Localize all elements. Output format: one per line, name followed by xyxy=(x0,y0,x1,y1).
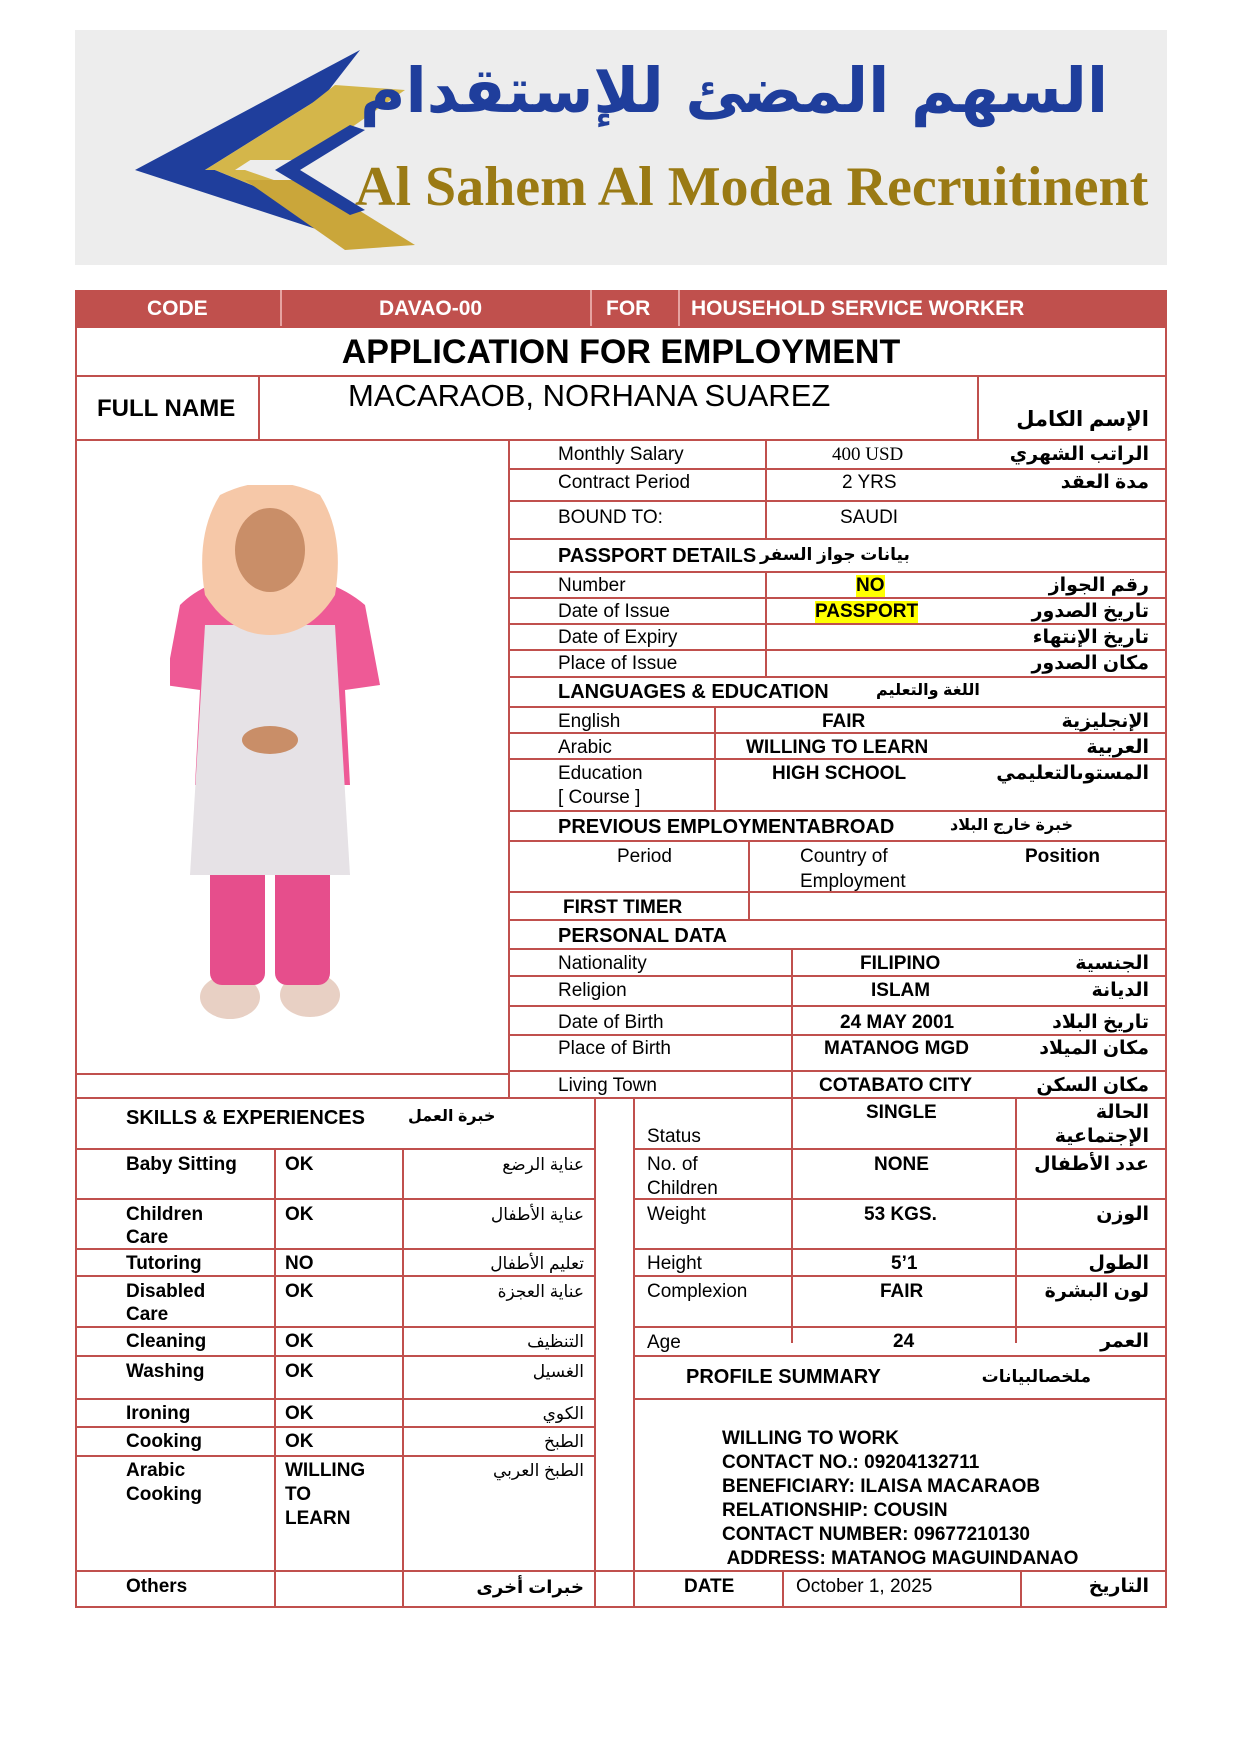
contract-value: 400 USD xyxy=(832,444,904,465)
for-label: FOR xyxy=(606,297,651,320)
languages-heading-arabic: اللغة والتعليم xyxy=(876,682,980,699)
skill-value: OK xyxy=(285,1204,314,1225)
language-label: Arabic xyxy=(558,737,612,758)
passport-value: PASSPORT xyxy=(815,601,919,622)
personal-label: Nationality xyxy=(558,953,647,974)
personal-value: 24 MAY 2001 xyxy=(840,1012,955,1033)
logo-english-text: Al Sahem Al Modea Recruitinent xyxy=(355,156,1149,218)
passport-arabic: رقم الجواز xyxy=(1048,575,1149,596)
detail-label: Complexion xyxy=(647,1281,748,1302)
detail-value: FAIR xyxy=(880,1281,924,1302)
education-arabic: المستوىالتعليمي xyxy=(996,763,1149,784)
personal-value: FILIPINO xyxy=(860,953,941,974)
language-label: English xyxy=(558,711,621,732)
personal-arabic: الجنسية xyxy=(1075,953,1149,974)
personal-arabic: مكان الميلاد xyxy=(1039,1038,1149,1059)
detail-label: No. of xyxy=(647,1154,698,1175)
period-header: Period xyxy=(617,846,672,867)
passport-label: Place of Issue xyxy=(558,653,678,674)
for-value: HOUSEHOLD SERVICE WORKER xyxy=(691,297,1025,320)
status-label: Status xyxy=(647,1126,701,1147)
skill-value: OK xyxy=(285,1281,314,1302)
personal-value: ISLAM xyxy=(871,980,931,1001)
detail-value: 5’1 xyxy=(891,1253,918,1274)
detail-value: 53 KGS. xyxy=(864,1204,937,1225)
skill-value: OK xyxy=(285,1331,314,1352)
detail-arabic: لون البشرة xyxy=(1044,1281,1149,1302)
contract-value: 2 YRS xyxy=(842,472,897,493)
skill-label: Washing xyxy=(126,1361,205,1382)
personal-label: Religion xyxy=(558,980,627,1001)
skill-value: NO xyxy=(285,1253,314,1274)
skill-label: Baby Sitting xyxy=(126,1154,237,1175)
skill-arabic: عناية الرضع xyxy=(502,1155,584,1174)
status-arabic-line2: الإجتماعية xyxy=(1054,1126,1149,1147)
applicant-photo xyxy=(170,485,390,1040)
detail-value: 24 xyxy=(893,1331,915,1352)
skills-heading-arabic: خبرة العمل xyxy=(408,1108,496,1125)
contract-label: Monthly Salary xyxy=(558,444,684,465)
country-header: Country of xyxy=(800,846,888,867)
skill-value: OK xyxy=(285,1154,314,1175)
skill-label: Children xyxy=(126,1204,204,1225)
passport-arabic: مكان الصدور xyxy=(1031,653,1149,674)
profile-line: ADDRESS: MATANOG MAGUINDANAO xyxy=(722,1548,1079,1569)
profile-line: WILLING TO WORK xyxy=(722,1428,899,1449)
previous-heading: PREVIOUS EMPLOYMENTABROAD xyxy=(558,816,895,838)
detail-arabic: العمر xyxy=(1100,1331,1149,1352)
skill-arabic: عناية الأطفال xyxy=(490,1205,584,1224)
skill-label-line2: Cooking xyxy=(126,1484,202,1505)
skill-value: OK xyxy=(285,1361,314,1382)
skill-value: OK xyxy=(285,1431,314,1452)
skill-value-line2: TO xyxy=(285,1484,312,1505)
skill-label: Cooking xyxy=(126,1431,202,1452)
education-label: Education xyxy=(558,763,643,784)
language-value: FAIR xyxy=(822,711,866,732)
education-value: HIGH SCHOOL xyxy=(772,763,907,784)
skills-heading: SKILLS & EXPERIENCES xyxy=(126,1107,365,1129)
language-value: WILLING TO LEARN xyxy=(746,737,929,758)
education-course-label: [ Course ] xyxy=(558,787,641,808)
contract-value: SAUDI xyxy=(840,507,899,528)
passport-value: NO xyxy=(856,575,885,596)
personal-label: Living Town xyxy=(558,1075,657,1096)
detail-label: Age xyxy=(647,1332,681,1353)
detail-arabic: عدد الأطفال xyxy=(1034,1154,1149,1175)
skill-label-line2: Care xyxy=(126,1227,169,1248)
contract-arabic: مدة العقد xyxy=(1060,472,1149,493)
contract-arabic: الراتب الشهري xyxy=(1009,444,1149,465)
passport-arabic: تاريخ الصدور xyxy=(1031,601,1149,622)
skill-arabic: الغسيل xyxy=(532,1362,584,1381)
languages-heading: LANGUAGES & EDUCATION xyxy=(558,681,829,703)
detail-label: Height xyxy=(647,1253,702,1274)
detail-value: NONE xyxy=(874,1154,929,1175)
skill-label: Cleaning xyxy=(126,1331,207,1352)
personal-value: COTABATO CITY xyxy=(819,1075,973,1096)
full-name-arabic: الإسم الكامل xyxy=(1016,408,1149,431)
country-header-line2: Employment xyxy=(800,871,906,892)
skill-label: Ironing xyxy=(126,1403,191,1424)
skill-arabic: التنظيف xyxy=(527,1332,584,1351)
skill-label: Disabled xyxy=(126,1281,206,1302)
skill-value: WILLING xyxy=(285,1460,366,1481)
passport-arabic: تاريخ الإنتهاء xyxy=(1032,627,1149,648)
detail-label: Weight xyxy=(647,1204,706,1225)
profile-line: CONTACT NUMBER: 09677210130 xyxy=(722,1524,1030,1545)
contract-label: Contract Period xyxy=(558,472,691,493)
full-name-value: MACARAOB, NORHANA SUAREZ xyxy=(348,378,831,413)
passport-label: Date of Expiry xyxy=(558,627,678,648)
contract-label: BOUND TO: xyxy=(558,507,663,528)
skill-label: Arabic xyxy=(126,1460,186,1481)
personal-arabic: الديانة xyxy=(1091,980,1149,1001)
status-value: SINGLE xyxy=(866,1102,937,1123)
skill-arabic: الطبخ xyxy=(544,1432,584,1451)
skill-label: Others xyxy=(126,1576,188,1597)
code-label: CODE xyxy=(147,297,208,320)
skill-arabic: تعليم الأطفال xyxy=(490,1254,584,1273)
profile-heading: PROFILE SUMMARY xyxy=(686,1366,881,1388)
page-title: APPLICATION FOR EMPLOYMENT xyxy=(341,333,901,371)
detail-arabic: الوزن xyxy=(1096,1204,1149,1225)
language-arabic: العربية xyxy=(1086,737,1149,758)
passport-label: Number xyxy=(558,575,626,596)
status-arabic: الحالة xyxy=(1095,1102,1149,1123)
skill-label-line2: Care xyxy=(126,1304,169,1325)
detail-label-line2: Children xyxy=(647,1178,718,1199)
date-label: DATE xyxy=(684,1576,735,1597)
profile-line: RELATIONSHIP: COUSIN xyxy=(722,1500,948,1521)
skill-arabic: عناية العجزة xyxy=(497,1282,584,1301)
personal-label: Place of Birth xyxy=(558,1038,671,1059)
first-timer: FIRST TIMER xyxy=(563,897,683,918)
personal-value: MATANOG MGD xyxy=(824,1038,969,1059)
skill-arabic: خبرات أخرى xyxy=(476,1577,584,1597)
skill-label: Tutoring xyxy=(126,1253,202,1274)
personal-arabic: تاريخ البلاد xyxy=(1052,1012,1149,1033)
passport-heading-arabic: بيانات جواز السفر xyxy=(760,545,910,564)
code-value: DAVAO-00 xyxy=(379,297,483,320)
skill-arabic: الكوي xyxy=(542,1404,584,1423)
skill-value: OK xyxy=(285,1403,314,1424)
profile-line: CONTACT NO.: 09204132711 xyxy=(722,1452,980,1473)
logo-arabic-text: السهم المضئ للإستقدام xyxy=(360,54,1109,127)
date-value: October 1, 2025 xyxy=(796,1576,933,1597)
profile-heading-arabic: ملخصالبيانات xyxy=(981,1367,1091,1386)
personal-heading: PERSONAL DATA xyxy=(558,925,727,947)
previous-heading-arabic: خبرة خارج البلاد xyxy=(950,817,1074,834)
full-name-label: FULL NAME xyxy=(97,395,236,422)
position-header: Position xyxy=(1025,846,1100,867)
date-arabic: التاريخ xyxy=(1088,1576,1149,1597)
passport-label: Date of Issue xyxy=(558,601,670,622)
profile-line: BENEFICIARY: ILAISA MACARAOB xyxy=(722,1476,1041,1497)
skill-value-line3: LEARN xyxy=(285,1508,351,1529)
personal-label: Date of Birth xyxy=(558,1012,664,1033)
language-arabic: الإنجليزية xyxy=(1061,711,1149,732)
personal-arabic: مكان السكن xyxy=(1036,1075,1149,1096)
detail-arabic: الطول xyxy=(1088,1253,1149,1274)
skill-arabic: الطبخ العربي xyxy=(492,1461,584,1480)
passport-heading: PASSPORT DETAILS xyxy=(558,545,757,567)
